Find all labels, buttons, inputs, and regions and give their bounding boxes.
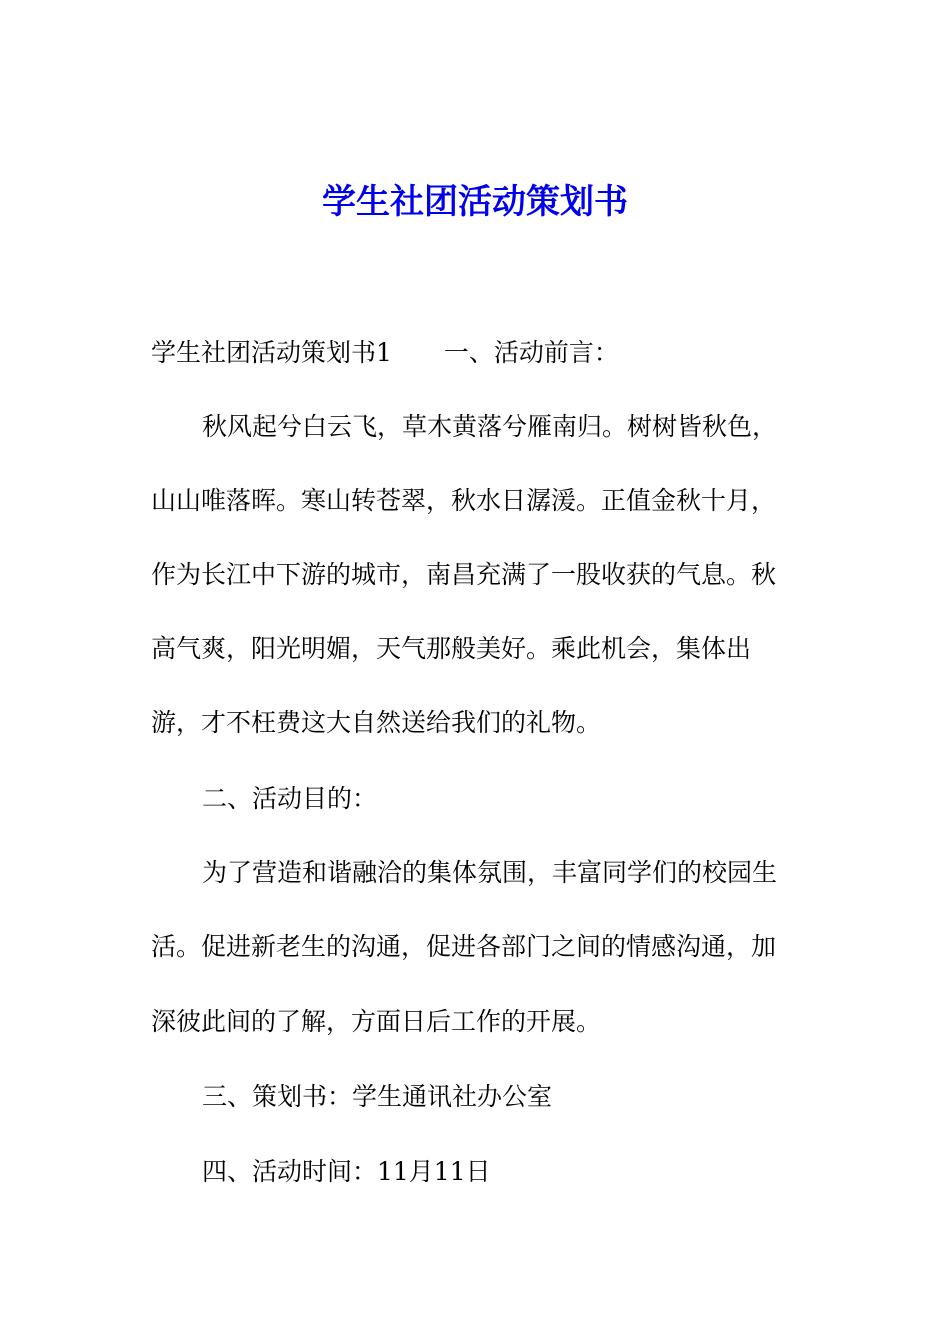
body-line-8: 活。促进新老生的沟通，促进各部门之间的情感沟通，加 [151, 932, 777, 961]
section3-heading: 三、策划书：学生通讯社办公室 [202, 1082, 553, 1111]
document-title: 学生社团活动策划书 [322, 182, 628, 222]
heading-prefix: 学生社团活动策划书1 [151, 338, 392, 367]
body-line-7: 为了营造和谐融洽的集体氛围，丰富同学们的校园生 [202, 858, 778, 887]
section4-heading: 四、活动时间：11月11日 [202, 1157, 491, 1186]
body-line-9: 深彼此间的了解，方面日后工作的开展。 [151, 1007, 602, 1036]
body-line-4: 高气爽，阳光明媚，天气那般美好。乘此机会，集体出 [151, 634, 752, 663]
body-line-5: 游，才不枉费这大自然送给我们的礼物。 [151, 708, 602, 737]
body-line-3: 作为长江中下游的城市，南昌充满了一股收获的气息。秋 [151, 560, 777, 589]
first-line [151, 333, 811, 373]
body-line-2: 山山唯落晖。寒山转苍翠，秋水日潺湲。正值金秋十月， [151, 486, 777, 515]
section1-heading: 一、活动前言： [443, 338, 619, 367]
section2-heading: 二、活动目的： [202, 784, 378, 813]
body-line-1: 秋风起兮白云飞，草木黄落兮雁南归。树树皆秋色， [202, 412, 778, 441]
